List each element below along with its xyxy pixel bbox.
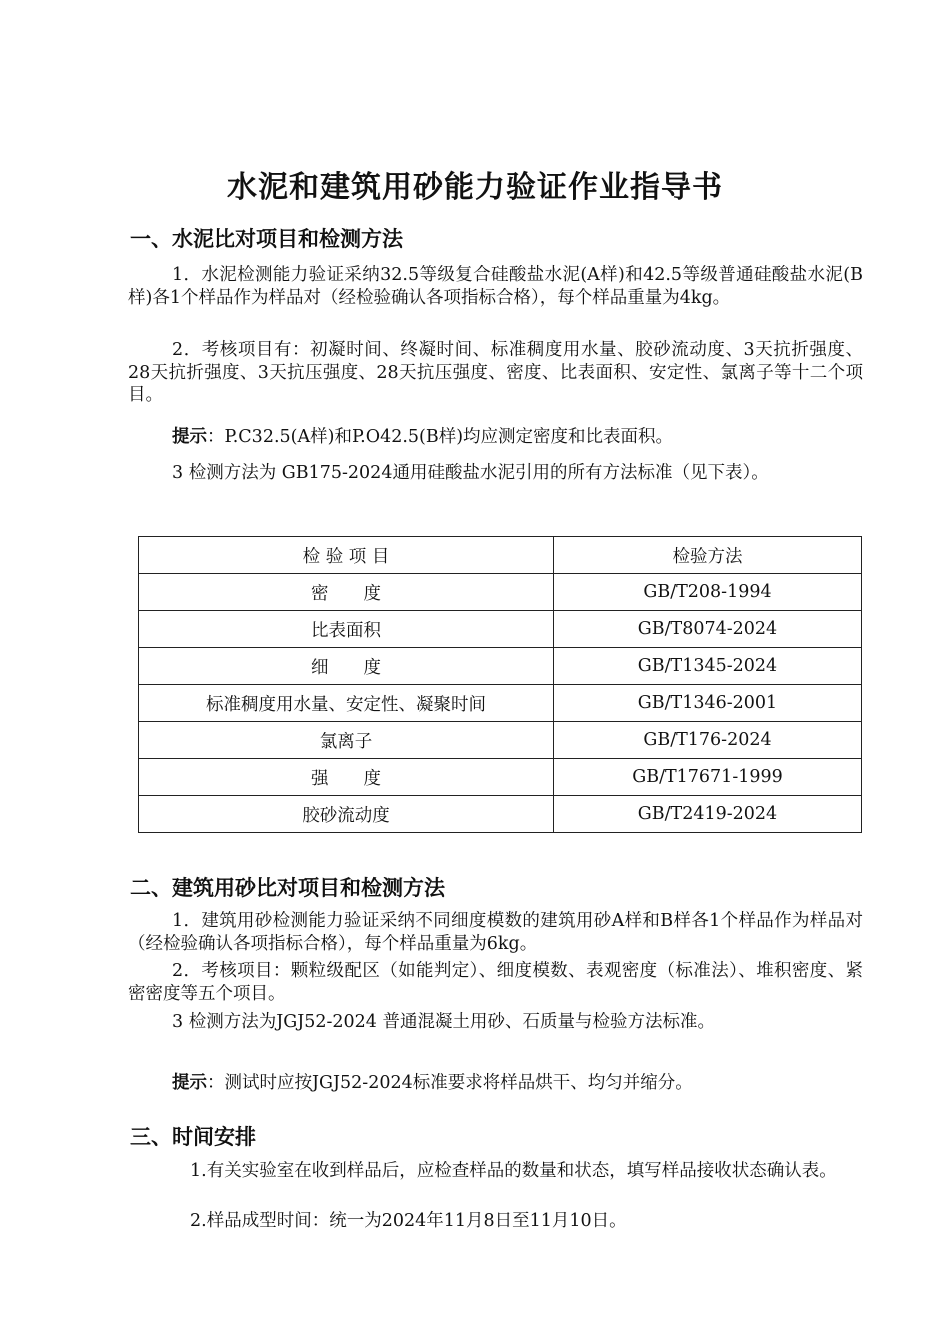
table-cell-item: 强 度 (139, 759, 554, 796)
table-header-item: 检 验 项 目 (139, 537, 554, 574)
table-cell-method: GB/T208-1994 (554, 574, 862, 611)
section3-paragraph-1-text: 1.有关实验室在收到样品后，应检查样品的数量和状态，填写样品接收状态确认表。 (190, 1161, 837, 1181)
section3-paragraph-2-text: 2.样品成型时间：统一为2024年11月8日至11月10日。 (190, 1211, 627, 1231)
table-row (139, 648, 862, 685)
section2-tip-text: ：测试时应按JGJ52-2024标准要求将样品烘干、均匀并缩分。 (207, 1073, 693, 1093)
section1-heading: 一、水泥比对项目和检测方法 (130, 227, 403, 251)
table-cell-item: 比表面积 (139, 611, 554, 648)
section2-tip-label: 提示 (172, 1073, 207, 1093)
section1-tip-label: 提示 (172, 427, 207, 447)
section1-paragraph-2 (128, 339, 863, 407)
test-methods-table (138, 536, 862, 833)
section1-paragraph-2-text: 2．考核项目有：初凝时间、终凝时间、标准稠度用水量、胶砂流动度、3天抗折强度、28天抗折强度、3天抗压强度、28天抗压强度、密度、比表面积、安定性、氯离子等十二个项目。 (128, 340, 863, 405)
section2-tip (128, 1072, 863, 1095)
table-cell-method: GB/T8074-2024 (554, 611, 862, 648)
section2-paragraph-3 (128, 1011, 863, 1034)
section2-paragraph-1-text: 1．建筑用砂检测能力验证采纳不同细度模数的建筑用砂A样和B样各1个样品作为样品对（经检验确认各项指标合格），每个样品重量为6kg。 (128, 911, 863, 954)
section1-paragraph-3 (128, 462, 863, 485)
section3-heading: 三、时间安排 (130, 1125, 256, 1149)
section2-paragraph-2 (128, 960, 863, 1005)
section1-tip-text: ：P.C32.5(A样)和P.O42.5(B样)均应测定密度和比表面积。 (207, 427, 674, 447)
table-cell-method: GB/T1346-2001 (554, 685, 862, 722)
table-row (139, 574, 862, 611)
document-title: 水泥和建筑用砂能力验证作业指导书 (227, 170, 723, 205)
table-cell-method: GB/T2419-2024 (554, 796, 862, 833)
section3-paragraph-1 (128, 1160, 863, 1183)
section2-paragraph-2-text: 2．考核项目：颗粒级配区（如能判定）、细度模数、表观密度（标准法）、堆积密度、紧密密度等五个项目。 (128, 961, 863, 1004)
table-cell-item: 细 度 (139, 648, 554, 685)
table-row (139, 759, 862, 796)
table-cell-item: 胶砂流动度 (139, 796, 554, 833)
table-cell-method: GB/T1345-2024 (554, 648, 862, 685)
section2-paragraph-3-text: 3 检测方法为JGJ52-2024 普通混凝土用砂、石质量与检验方法标准。 (172, 1012, 715, 1032)
table-cell-item: 标准稠度用水量、安定性、凝聚时间 (139, 685, 554, 722)
table-cell-method: GB/T176-2024 (554, 722, 862, 759)
table-header-row (139, 537, 862, 574)
table-row (139, 796, 862, 833)
table-row (139, 722, 862, 759)
table-cell-item: 氯离子 (139, 722, 554, 759)
table-header-method: 检验方法 (554, 537, 862, 574)
table-cell-item: 密 度 (139, 574, 554, 611)
table-cell-method: GB/T17671-1999 (554, 759, 862, 796)
section2-heading: 二、建筑用砂比对项目和检测方法 (130, 876, 445, 900)
section1-tip (128, 426, 863, 449)
section1-paragraph-3-text: 3 检测方法为 GB175-2024通用硅酸盐水泥引用的所有方法标准（见下表）。 (172, 463, 769, 483)
table-row (139, 611, 862, 648)
section3-paragraph-2 (128, 1210, 863, 1233)
section1-paragraph-1-text: 1．水泥检测能力验证采纳32.5等级复合硅酸盐水泥(A样)和42.5等级普通硅酸盐水泥(B样)各1个样品作为样品对（经检验确认各项指标合格），每个样品重量为4kg。 (128, 265, 863, 308)
table-row (139, 685, 862, 722)
section2-paragraph-1 (128, 910, 863, 955)
section1-paragraph-1 (128, 264, 863, 309)
